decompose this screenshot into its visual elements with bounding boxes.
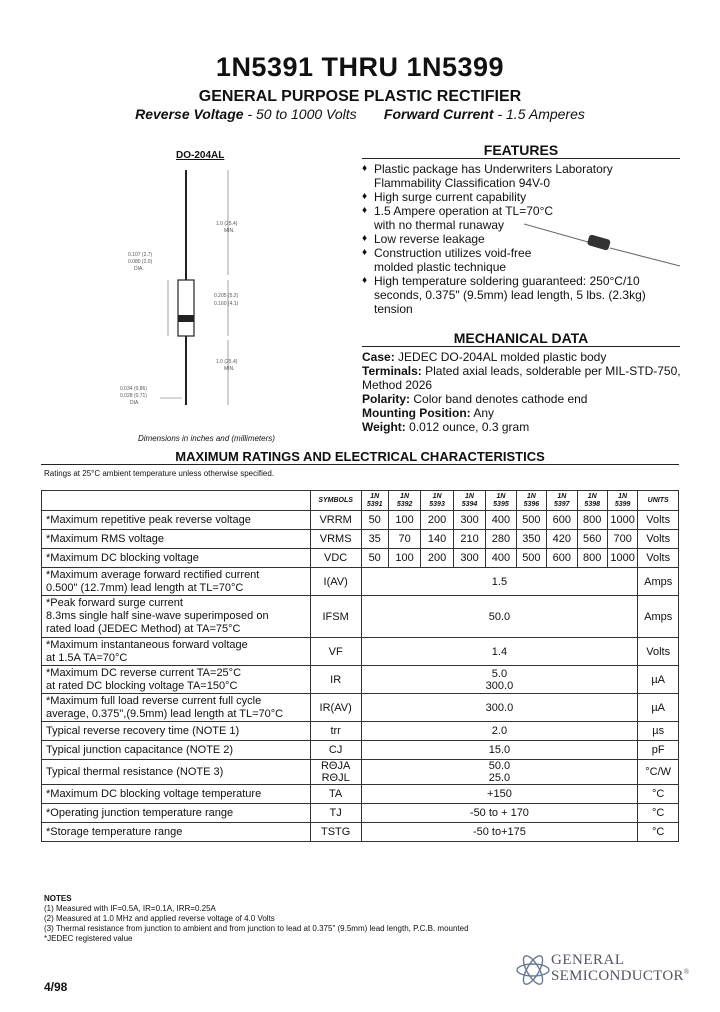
table-row bbox=[42, 804, 679, 823]
unit-cell: °C/W bbox=[638, 760, 679, 785]
reverse-voltage-value: - 50 to 1000 Volts bbox=[243, 106, 357, 122]
table-row bbox=[42, 568, 679, 596]
unit-cell: pF bbox=[638, 741, 679, 760]
param-cell: Typical reverse recovery time (NOTE 1) bbox=[42, 722, 311, 741]
param-cell: *Maximum DC blocking voltage temperature bbox=[42, 785, 311, 804]
unit-cell: °C bbox=[638, 804, 679, 823]
header-part-8: 1N 5399 bbox=[607, 491, 637, 511]
value-cell: 300 bbox=[453, 511, 485, 530]
value-cell: 5.0 300.0 bbox=[361, 666, 638, 694]
mech-polarity: Polarity: Color band denotes cathode end bbox=[362, 392, 588, 406]
value-cell: 350 bbox=[516, 530, 546, 549]
value-cell: 1000 bbox=[607, 511, 637, 530]
value-cell: 800 bbox=[577, 549, 607, 568]
mech-terminals: Terminals: Plated axial leads, solderable per MIL-STD-750, Method 2026 bbox=[362, 364, 681, 392]
mech-case: Case: JEDEC DO-204AL molded plastic body bbox=[362, 350, 607, 364]
table-row bbox=[42, 666, 679, 694]
header-part-6: 1N 5397 bbox=[547, 491, 577, 511]
value-cell: 50 bbox=[361, 549, 388, 568]
unit-cell: Amps bbox=[638, 596, 679, 638]
table-row bbox=[42, 741, 679, 760]
value-cell: 1.4 bbox=[361, 638, 638, 666]
header-units: UNITS bbox=[638, 491, 679, 511]
package-name: DO-204AL bbox=[176, 150, 225, 161]
datasheet-subtitle: GENERAL PURPOSE PLASTIC RECTIFIER bbox=[198, 88, 522, 105]
feature-item: ♦ High temperature soldering guaranteed: 250°C/10 seconds, 0.375" (9.5mm) lead length, 5 lbs. (2.3kg) tension bbox=[362, 274, 674, 316]
unit-cell: Volts bbox=[638, 638, 679, 666]
dim-lead-dia-label: DIA. bbox=[130, 400, 140, 406]
symbol-cell: trr bbox=[310, 722, 361, 741]
value-cell: 600 bbox=[547, 511, 577, 530]
param-cell: *Maximum instantaneous forward voltage at 1.5A TA=70°C bbox=[42, 638, 311, 666]
value-cell: 100 bbox=[388, 549, 420, 568]
diode-photo-illustration bbox=[524, 220, 684, 270]
param-cell: *Maximum DC blocking voltage bbox=[42, 549, 311, 568]
brand-line-2: SEMICONDUCTOR® bbox=[551, 968, 690, 984]
value-cell: 300.0 bbox=[361, 694, 638, 722]
value-cell: 500 bbox=[516, 511, 546, 530]
symbol-cell: IR bbox=[310, 666, 361, 694]
table-row bbox=[42, 722, 679, 741]
symbol-cell: I(AV) bbox=[310, 568, 361, 596]
value-cell: 560 bbox=[577, 530, 607, 549]
value-cell: 140 bbox=[421, 530, 453, 549]
dim-lead-bottom: 1.0 (25.4) bbox=[216, 359, 238, 365]
value-cell: 500 bbox=[516, 549, 546, 568]
symbol-cell: IFSM bbox=[310, 596, 361, 638]
ratings-note: Ratings at 25°C ambient temperature unless otherwise specified. bbox=[44, 469, 274, 478]
unit-cell: µA bbox=[638, 666, 679, 694]
symbol-cell: VDC bbox=[310, 549, 361, 568]
dimensions-caption: Dimensions in inches and (millimeters) bbox=[138, 434, 275, 443]
value-cell: 15.0 bbox=[361, 741, 638, 760]
company-logo bbox=[515, 950, 690, 990]
value-cell: 420 bbox=[547, 530, 577, 549]
param-cell: Typical junction capacitance (NOTE 2) bbox=[42, 741, 311, 760]
value-cell: 70 bbox=[388, 530, 420, 549]
mech-weight: Weight: 0.012 ounce, 0.3 gram bbox=[362, 420, 530, 434]
param-cell: *Maximum full load reverse current full cycle average, 0.375",(9.5mm) lead length at TL=70°C bbox=[42, 694, 311, 722]
table-row bbox=[42, 785, 679, 804]
param-cell: *Maximum RMS voltage bbox=[42, 530, 311, 549]
value-cell: 100 bbox=[388, 511, 420, 530]
revision-date: 4/98 bbox=[44, 980, 68, 994]
dim-body-dia-max: 0.107 (2.7) bbox=[128, 252, 153, 258]
table-row bbox=[42, 549, 679, 568]
feature-item: ♦ Low reverse leakage bbox=[362, 232, 682, 246]
header-part-2: 1N 5393 bbox=[421, 491, 453, 511]
dim-lead-top: 1.0 (25.4) bbox=[216, 221, 238, 227]
header-part-0: 1N 5391 bbox=[361, 491, 388, 511]
ratings-table bbox=[41, 490, 679, 842]
dim-body-len-max: 0.205 (5.2) bbox=[214, 293, 239, 299]
dim-lead-top-min: MIN. bbox=[224, 228, 235, 234]
table-header-row bbox=[42, 491, 679, 511]
param-cell: *Operating junction temperature range bbox=[42, 804, 311, 823]
value-cell: +150 bbox=[361, 785, 638, 804]
value-cell: 1000 bbox=[607, 549, 637, 568]
note-line: *JEDEC registered value bbox=[44, 934, 133, 943]
ratings-heading: MAXIMUM RATINGS AND ELECTRICAL CHARACTERISTICS bbox=[41, 449, 679, 465]
mech-mounting: Mounting Position: Any bbox=[362, 406, 494, 420]
value-cell: 280 bbox=[486, 530, 516, 549]
value-cell: 300 bbox=[453, 549, 485, 568]
value-cell: 800 bbox=[577, 511, 607, 530]
symbol-cell: VF bbox=[310, 638, 361, 666]
notes-heading: NOTES bbox=[44, 894, 72, 903]
value-cell: 210 bbox=[453, 530, 485, 549]
dim-lead-dia-min: 0.028 (0.71) bbox=[120, 393, 147, 399]
logo-mark-icon bbox=[515, 952, 551, 988]
param-cell: *Storage temperature range bbox=[42, 823, 311, 842]
datasheet-title: 1N5391 THRU 1N5399 bbox=[215, 52, 505, 82]
dim-lead-bottom-min: MIN. bbox=[224, 366, 235, 372]
unit-cell: Amps bbox=[638, 568, 679, 596]
forward-current-label: Forward Current bbox=[383, 106, 494, 122]
dim-body-dia-label: DIA. bbox=[134, 266, 144, 272]
unit-cell: µs bbox=[638, 722, 679, 741]
symbol-cell: TJ bbox=[310, 804, 361, 823]
table-row bbox=[42, 760, 679, 785]
symbol-cell: IR(AV) bbox=[310, 694, 361, 722]
value-cell: 50.0 25.0 bbox=[361, 760, 638, 785]
table-row bbox=[42, 638, 679, 666]
symbol-cell: TA bbox=[310, 785, 361, 804]
value-cell: 35 bbox=[361, 530, 388, 549]
header-part-1: 1N 5392 bbox=[388, 491, 420, 511]
table-row bbox=[42, 694, 679, 722]
value-cell: 700 bbox=[607, 530, 637, 549]
unit-cell: Volts bbox=[638, 530, 679, 549]
value-cell: 50 bbox=[361, 511, 388, 530]
notes-block bbox=[44, 894, 469, 944]
feature-item: ♦ 1.5 Ampere operation at TL=70°C with no thermal runaway bbox=[362, 204, 554, 232]
forward-current-value: - 1.5 Amperes bbox=[493, 106, 585, 122]
dim-body-dia-min: 0.080 (2.0) bbox=[128, 259, 153, 265]
param-cell: *Maximum average forward rectified current 0.500" (12.7mm) lead length at TL=70°C bbox=[42, 568, 311, 596]
table-row bbox=[42, 823, 679, 842]
table-row bbox=[42, 530, 679, 549]
header-part-3: 1N 5394 bbox=[453, 491, 485, 511]
reverse-voltage-label: Reverse Voltage bbox=[135, 106, 244, 122]
note-line: (3) Thermal resistance from junction to ambient and from junction to lead at 0.375" (9.5mm) lead length, P.C.B. mounted bbox=[44, 924, 469, 933]
table-row bbox=[42, 596, 679, 638]
value-cell: 200 bbox=[421, 511, 453, 530]
unit-cell: °C bbox=[638, 785, 679, 804]
value-cell: 2.0 bbox=[361, 722, 638, 741]
symbol-cell: VRRM bbox=[310, 511, 361, 530]
ratings-line bbox=[0, 106, 720, 122]
unit-cell: Volts bbox=[638, 549, 679, 568]
mechanical-data bbox=[362, 350, 682, 434]
header-part-7: 1N 5398 bbox=[577, 491, 607, 511]
unit-cell: °C bbox=[638, 823, 679, 842]
value-cell: 1.5 bbox=[361, 568, 638, 596]
symbol-cell: TSTG bbox=[310, 823, 361, 842]
header-part-5: 1N 5396 bbox=[516, 491, 546, 511]
value-cell: 400 bbox=[486, 511, 516, 530]
symbol-cell: RΘJA RΘJL bbox=[310, 760, 361, 785]
note-line: (2) Measured at 1.0 MHz and applied reverse voltage of 4.0 Volts bbox=[44, 914, 275, 923]
value-cell: 400 bbox=[486, 549, 516, 568]
value-cell: -50 to + 170 bbox=[361, 804, 638, 823]
unit-cell: Volts bbox=[638, 511, 679, 530]
header-blank bbox=[42, 491, 311, 511]
dim-lead-dia-max: 0.034 (0.86) bbox=[120, 386, 147, 392]
value-cell: 50.0 bbox=[361, 596, 638, 638]
param-cell: *Peak forward surge current 8.3ms single half sine-wave superimposed on rated load (JEDEC Method) at TA=75°C bbox=[42, 596, 311, 638]
feature-item: ♦ High surge current capability bbox=[362, 190, 682, 204]
symbol-cell: VRMS bbox=[310, 530, 361, 549]
mechanical-heading: MECHANICAL DATA bbox=[362, 330, 680, 347]
header-symbols: SYMBOLS bbox=[310, 491, 361, 511]
feature-item: ♦ Construction utilizes void-free molded plastic technique bbox=[362, 246, 574, 274]
param-cell: *Maximum DC reverse current TA=25°C at rated DC blocking voltage TA=150°C bbox=[42, 666, 311, 694]
value-cell: 600 bbox=[547, 549, 577, 568]
note-line: (1) Measured with IF=0.5A, IR=0.1A, IRR=0.25A bbox=[44, 904, 216, 913]
param-cell: *Maximum repetitive peak reverse voltage bbox=[42, 511, 311, 530]
table-row bbox=[42, 511, 679, 530]
unit-cell: µA bbox=[638, 694, 679, 722]
value-cell: 200 bbox=[421, 549, 453, 568]
header-part-4: 1N 5395 bbox=[486, 491, 516, 511]
symbol-cell: CJ bbox=[310, 741, 361, 760]
param-cell: Typical thermal resistance (NOTE 3) bbox=[42, 760, 311, 785]
brand-line-1: GENERAL bbox=[551, 952, 625, 968]
value-cell: -50 to+175 bbox=[361, 823, 638, 842]
dim-body-len-min: 0.160 (4.1) bbox=[214, 301, 239, 307]
features-heading: FEATURES bbox=[362, 142, 680, 159]
package-outline-drawing bbox=[120, 160, 320, 435]
feature-item: ♦ Plastic package has Underwriters Laboratory Flammability Classification 94V-0 bbox=[362, 162, 622, 190]
